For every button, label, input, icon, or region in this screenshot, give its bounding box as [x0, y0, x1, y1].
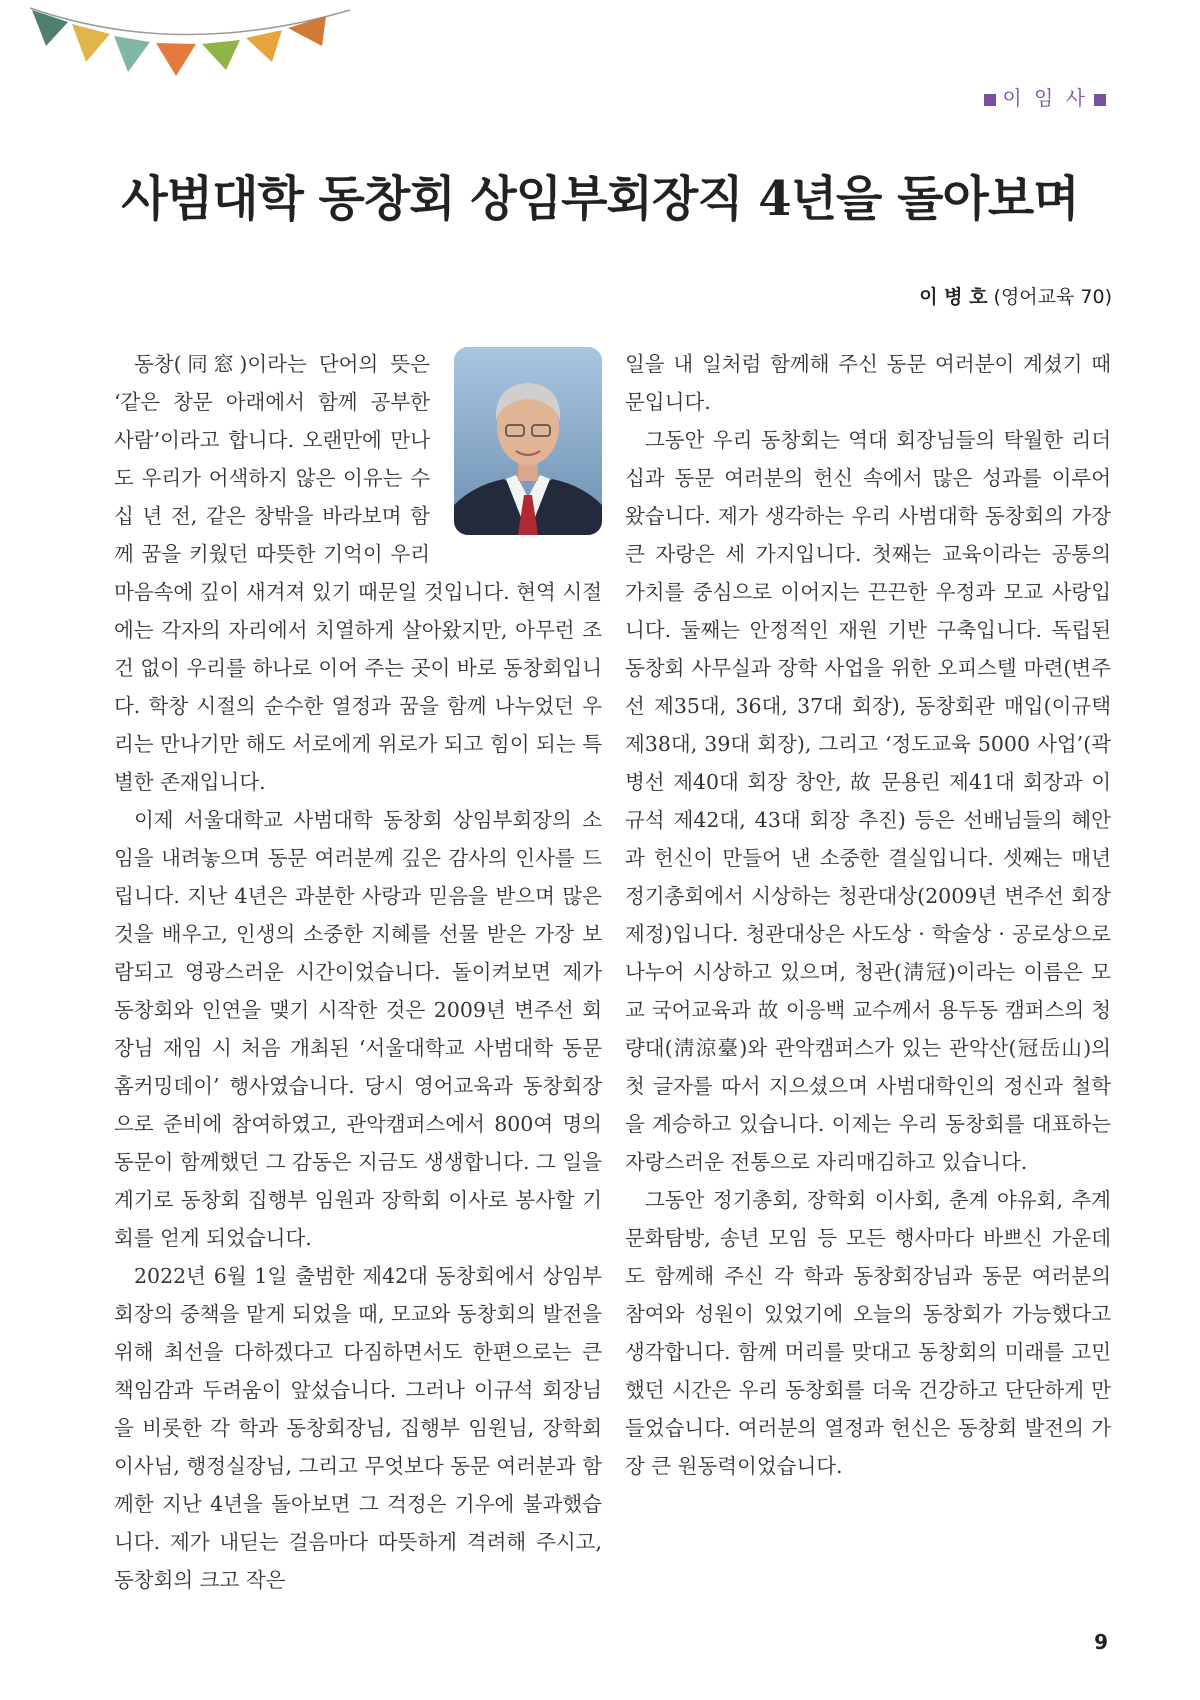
- square-icon: [984, 94, 996, 106]
- right-paragraph-3: 그동안 정기총회, 장학회 이사회, 춘계 야유회, 추계 문화탐방, 송년 모임 등 모든 행사마다 바쁘신 가운데도 함께해 주신 각 학과 동창회장님과 동문 여러분의 참여와 성원이 있었기에 오늘의 동창회가 가능했다고 생각합니다. 함께 머리를 맞대고 동창회의 미래를 고민했던 시간은 우리 동창회를 더욱 건강하고 단단하게 만들었습니다. 여러분의 열정과 헌신은 동창회 발전의 가장 큰 원동력이었습니다.: [625, 1188, 1111, 1478]
- author-name: 이 병 호: [919, 286, 988, 308]
- left-paragraph-3: 2022년 6월 1일 출범한 제42대 동창회에서 상임부회장의 중책을 맡게 되었을 때, 모교와 동창회의 발전을 위해 최선을 다하겠다고 다짐하면서도 한편으로는 큰 책임감과 두려움이 앞섰습니다. 그러나 이규석 회장님을 비롯한 각 학과 동창회장님, 집행부 임원님, 장학회 이사님, 행정실장님, 그리고 무엇보다 동문 여러분과 함께한 지난 4년을 돌아보면 그 걱정은 기우에 불과했습니다. 제가 내딛는 걸음마다 따뜻하게 격려해 주시고, 동창회의 크고 작은: [114, 1264, 602, 1592]
- page-number: 9: [1094, 1630, 1108, 1654]
- bunting-decoration: [0, 0, 380, 100]
- section-tag: 이 임 사: [978, 82, 1112, 111]
- left-paragraph-1: 동창(同窓)이라는 단어의 뜻은 ‘같은 창문 아래에서 함께 공부한 사람’이라고 합니다. 오랜만에 만나도 우리가 어색하지 않은 이유는 수십 년 전, 같은 창밖을 바라보며 함께 꿈을 키웠던 따뜻한 기억이 우리 마음속에 깊이 새겨져 있기 때문일 것입니다. 현역 시절에는 각자의 자리에서 치열하게 살아왔지만, 아무런 조건 없이 우리를 하나로 이어 주는 곳이 바로 동창회입니다. 학창 시절의 순수한 열정과 꿈을 함께 나누었던 우리는 만나기만 해도 서로에게 위로가 되고 힘이 되는 특별한 존재입니다.: [114, 352, 602, 794]
- author-photo: [454, 347, 602, 535]
- author-affiliation: (영어교육 70): [993, 286, 1112, 308]
- square-icon: [1094, 94, 1106, 106]
- left-column: [114, 345, 602, 1599]
- right-paragraph-2: 그동안 우리 동창회는 역대 회장님들의 탁월한 리더십과 동문 여러분의 헌신 속에서 많은 성과를 이루어 왔습니다. 제가 생각하는 우리 사범대학 동창회의 가장 큰 자랑은 세 가지입니다. 첫째는 교육이라는 공통의 가치를 중심으로 이어지는 끈끈한 우정과 모교 사랑입니다. 둘째는 안정적인 재원 기반 구축입니다. 독립된 동창회 사무실과 장학 사업을 위한 오피스텔 마련(변주선 제35대, 36대, 37대 회장), 동창회관 매입(이규택 제38대, 39대 회장), 그리고 ‘정도교육 5000 사업’(곽병선 제40대 회장 창안, 故 문용린 제41대 회장과 이규석 제42대, 43대 회장 추진) 등은 선배님들의 혜안과 헌신이 만들어 낸 소중한 결실입니다. 셋째는 매년 정기총회에서 시상하는 청관대상(2009년 변주선 회장 제정)입니다. 청관대상은 사도상 · 학술상 · 공로상으로 나누어 시상하고 있으며, 청관(淸冠)이라는 이름은 모교 국어교육과 故 이응백 교수께서 용두동 캠퍼스의 청량대(淸涼臺)와 관악캠퍼스가 있는 관악산(冠岳山)의 첫 글자를 따서 지으셨으며 사범대학인의 정신과 철학을 계승하고 있습니다. 이제는 우리 동창회를 대표하는 자랑스러운 전통으로 자리매김하고 있습니다.: [625, 428, 1111, 1174]
- byline: [919, 282, 1112, 309]
- left-paragraph-2: 이제 서울대학교 사범대학 동창회 상임부회장의 소임을 내려놓으며 동문 여러분께 깊은 감사의 인사를 드립니다. 지난 4년은 과분한 사랑과 믿음을 받으며 많은 것을 배우고, 인생의 소중한 지혜를 선물 받은 가장 보람되고 영광스러운 시간이었습니다. 돌이켜보면 제가 동창회와 인연을 맺기 시작한 것은 2009년 변주선 회장님 재임 시 처음 개최된 ‘서울대학교 사범대학 동문 홈커밍데이’ 행사였습니다. 당시 영어교육과 동창회장으로 준비에 참여하였고, 관악캠퍼스에서 800여 명의 동문이 함께했던 그 감동은 지금도 생생합니다. 그 일을 계기로 동창회 집행부 임원과 장학회 이사로 봉사할 기회를 얻게 되었습니다.: [114, 808, 602, 1250]
- right-paragraph-1: 일을 내 일처럼 함께해 주신 동문 여러분이 계셨기 때문입니다.: [625, 352, 1111, 414]
- portrait-image: [454, 347, 602, 535]
- right-column: [625, 345, 1111, 1485]
- article-title: 사범대학 동창회 상임부회장직 4년을 돌아보며: [121, 171, 1079, 227]
